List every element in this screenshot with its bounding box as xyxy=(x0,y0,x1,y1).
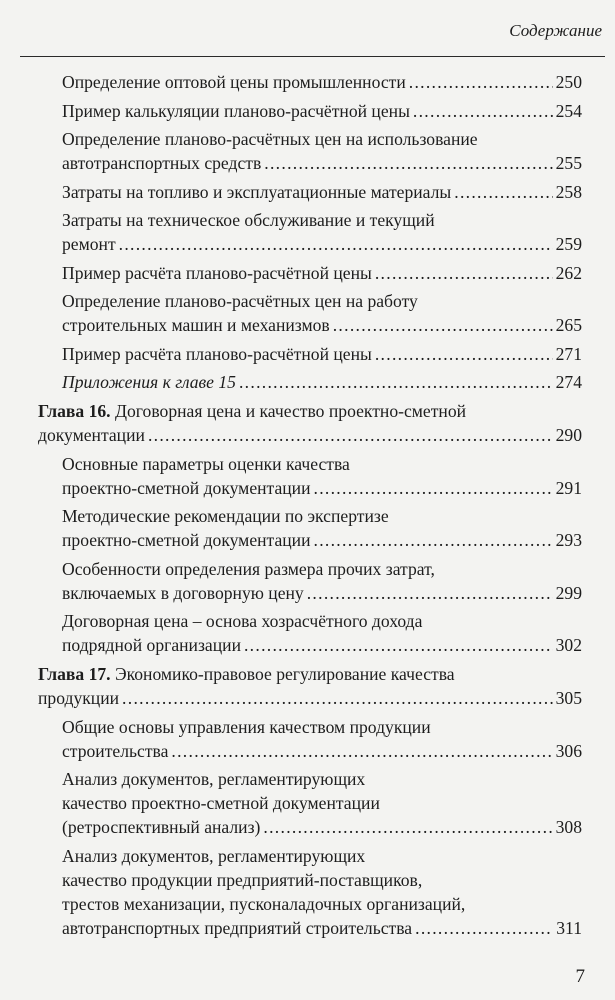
toc-entry-text: Общие основы управления качеством продукции xyxy=(62,716,431,737)
toc-entry xyxy=(62,715,582,763)
toc-page-number: 290 xyxy=(555,425,582,445)
toc-entry xyxy=(62,504,582,552)
page-number: 7 xyxy=(575,966,585,987)
toc-page-number: 274 xyxy=(555,372,582,392)
toc-entry-text xyxy=(38,664,455,684)
toc-page-number: 265 xyxy=(555,315,582,335)
toc-page-number: 255 xyxy=(555,153,582,173)
toc-entry-text: Затраты на топливо и эксплуатационные материалы xyxy=(62,181,452,202)
toc-entry-text: Приложения к главе 15 xyxy=(62,372,236,392)
toc-page-number: 311 xyxy=(556,917,582,938)
toc-entry-line xyxy=(62,528,582,552)
toc-entry-text: Договорная цена – основа хозрасчётного дохода xyxy=(62,611,423,631)
toc-entry-line xyxy=(38,686,582,710)
toc-entry-text: Затраты на техническое обслуживание и текущий xyxy=(62,210,435,230)
toc-entry-line xyxy=(38,423,582,447)
toc-entry-line xyxy=(62,370,582,394)
dot-leader xyxy=(413,99,553,123)
toc-page-number: 305 xyxy=(555,688,582,708)
toc-page-number: 306 xyxy=(555,740,582,761)
toc-entry-line xyxy=(62,452,582,476)
toc-page-number: 299 xyxy=(555,582,582,603)
toc-entry xyxy=(62,180,582,204)
toc-entry-line xyxy=(62,715,582,739)
toc-entry-text: документации xyxy=(38,425,145,445)
toc-entry-line xyxy=(62,232,582,256)
dot-leader xyxy=(314,528,553,552)
toc-entry-line xyxy=(62,815,582,839)
toc-entry-line xyxy=(62,70,582,94)
dot-leader xyxy=(148,423,553,447)
toc-entry-line xyxy=(62,633,582,657)
toc-page-number: 254 xyxy=(555,100,582,121)
toc-chapter-entry xyxy=(38,662,582,710)
running-header xyxy=(20,16,605,57)
toc-entry xyxy=(62,127,582,175)
toc-page-number: 308 xyxy=(555,817,582,837)
dot-leader xyxy=(122,686,553,710)
toc-entry-text: Определение оптовой цены промышленности xyxy=(62,72,406,92)
toc-page-number: 291 xyxy=(555,477,582,498)
toc-entry-text: Анализ документов, регламентирующих xyxy=(62,769,366,789)
dot-leader xyxy=(375,261,553,285)
toc-entry-text: трестов механизации, пусконаладочных организаций, xyxy=(62,893,466,914)
toc-entry-text: Особенности определения размера прочих затрат, xyxy=(62,558,435,579)
dot-leader xyxy=(244,633,553,657)
toc-entry-line xyxy=(62,476,582,500)
toc-entry-line xyxy=(62,844,582,868)
toc-entry-text: Пример расчёта планово-расчётной цены xyxy=(62,262,372,283)
chapter-label: Глава 17. xyxy=(38,664,111,684)
toc-entry-text: (ретроспективный анализ) xyxy=(62,817,261,837)
toc-entry-text: автотранспортных средств xyxy=(62,153,262,173)
toc-entry-line xyxy=(62,581,582,605)
toc-entry xyxy=(62,99,582,123)
toc-entry xyxy=(62,557,582,605)
dot-leader xyxy=(333,313,553,337)
toc-entry-line xyxy=(62,208,582,232)
toc-page-number: 293 xyxy=(555,530,582,550)
toc-entry-text: проектно-сметной документации xyxy=(62,477,311,498)
table-of-contents xyxy=(0,70,615,944)
toc-entry-line xyxy=(38,662,582,686)
toc-entry-line xyxy=(38,399,582,423)
toc-page-number: 250 xyxy=(555,72,582,92)
toc-entry xyxy=(62,370,582,394)
toc-entry-text: строительных машин и механизмов xyxy=(62,315,330,335)
dot-leader xyxy=(263,815,552,839)
dot-leader xyxy=(171,739,552,763)
toc-entry-text: Определение планово-расчётных цен на использование xyxy=(62,129,478,149)
toc-entry-line xyxy=(62,739,582,763)
toc-entry-line xyxy=(62,557,582,581)
toc-entry-line xyxy=(62,868,582,892)
toc-entry xyxy=(62,844,582,940)
toc-entry xyxy=(62,342,582,366)
toc-entry-text: строительства xyxy=(62,740,169,761)
toc-entry-line xyxy=(62,342,582,366)
toc-entry xyxy=(62,609,582,657)
dot-leader xyxy=(307,581,553,605)
chapter-label: Глава 16. xyxy=(38,401,111,421)
toc-entry-text: проектно-сметной документации xyxy=(62,530,311,550)
toc-entry xyxy=(62,208,582,256)
toc-entry-text: Определение планово-расчётных цен на работу xyxy=(62,291,418,311)
toc-entry-line xyxy=(62,99,582,123)
toc-entry-text: продукции xyxy=(38,688,120,708)
toc-entry-text: включаемых в договорную цену xyxy=(62,582,304,603)
toc-chapter-entry xyxy=(38,399,582,447)
toc-entry-line xyxy=(62,504,582,528)
toc-page-number: 259 xyxy=(555,234,582,254)
toc-entry-text: Методические рекомендации по экспертизе xyxy=(62,506,389,526)
dot-leader xyxy=(375,342,553,366)
toc-entry-line xyxy=(62,289,582,313)
toc-entry-line xyxy=(62,151,582,175)
dot-leader xyxy=(415,916,553,940)
toc-entry-text: Основные параметры оценки качества xyxy=(62,453,350,474)
toc-entry-line xyxy=(62,180,582,204)
toc-entry-line xyxy=(62,261,582,285)
dot-leader xyxy=(264,151,552,175)
toc-entry-text: качество продукции предприятий-поставщиков, xyxy=(62,869,423,890)
toc-entry-text: автотранспортных предприятий строительства xyxy=(62,917,413,938)
toc-entry-text: Пример калькуляции планово-расчётной цены xyxy=(62,100,410,121)
toc-entry-line xyxy=(62,892,582,916)
toc-entry-text: подрядной организации xyxy=(62,635,241,655)
toc-entry-line xyxy=(62,916,582,940)
dot-leader xyxy=(314,476,553,500)
toc-entry xyxy=(62,70,582,94)
toc-page-number: 262 xyxy=(555,262,582,283)
toc-page-number: 302 xyxy=(555,635,582,655)
header-title: Содержание xyxy=(509,21,602,40)
toc-entry xyxy=(62,289,582,337)
toc-entry-line xyxy=(62,767,582,791)
toc-page-number: 271 xyxy=(555,343,582,364)
toc-entry-line xyxy=(62,313,582,337)
dot-leader xyxy=(119,232,553,256)
dot-leader xyxy=(239,370,553,394)
toc-entry-text xyxy=(38,401,466,421)
toc-entry-line xyxy=(62,791,582,815)
toc-entry-text: Пример расчёта планово-расчётной цены xyxy=(62,343,372,364)
dot-leader xyxy=(409,70,553,94)
toc-entry-text: качество проектно-сметной документации xyxy=(62,793,380,813)
chapter-title: Договорная цена и качество проектно-сметной xyxy=(110,401,467,421)
dot-leader xyxy=(454,180,552,204)
chapter-title: Экономико-правовое регулирование качества xyxy=(110,664,455,684)
toc-entry xyxy=(62,261,582,285)
toc-page-number: 258 xyxy=(555,181,582,202)
toc-entry xyxy=(62,767,582,839)
toc-entry-text: ремонт xyxy=(62,234,116,254)
toc-entry-text: Анализ документов, регламентирующих xyxy=(62,845,366,866)
toc-entry-line xyxy=(62,609,582,633)
toc-entry-line xyxy=(62,127,582,151)
toc-entry xyxy=(62,452,582,500)
